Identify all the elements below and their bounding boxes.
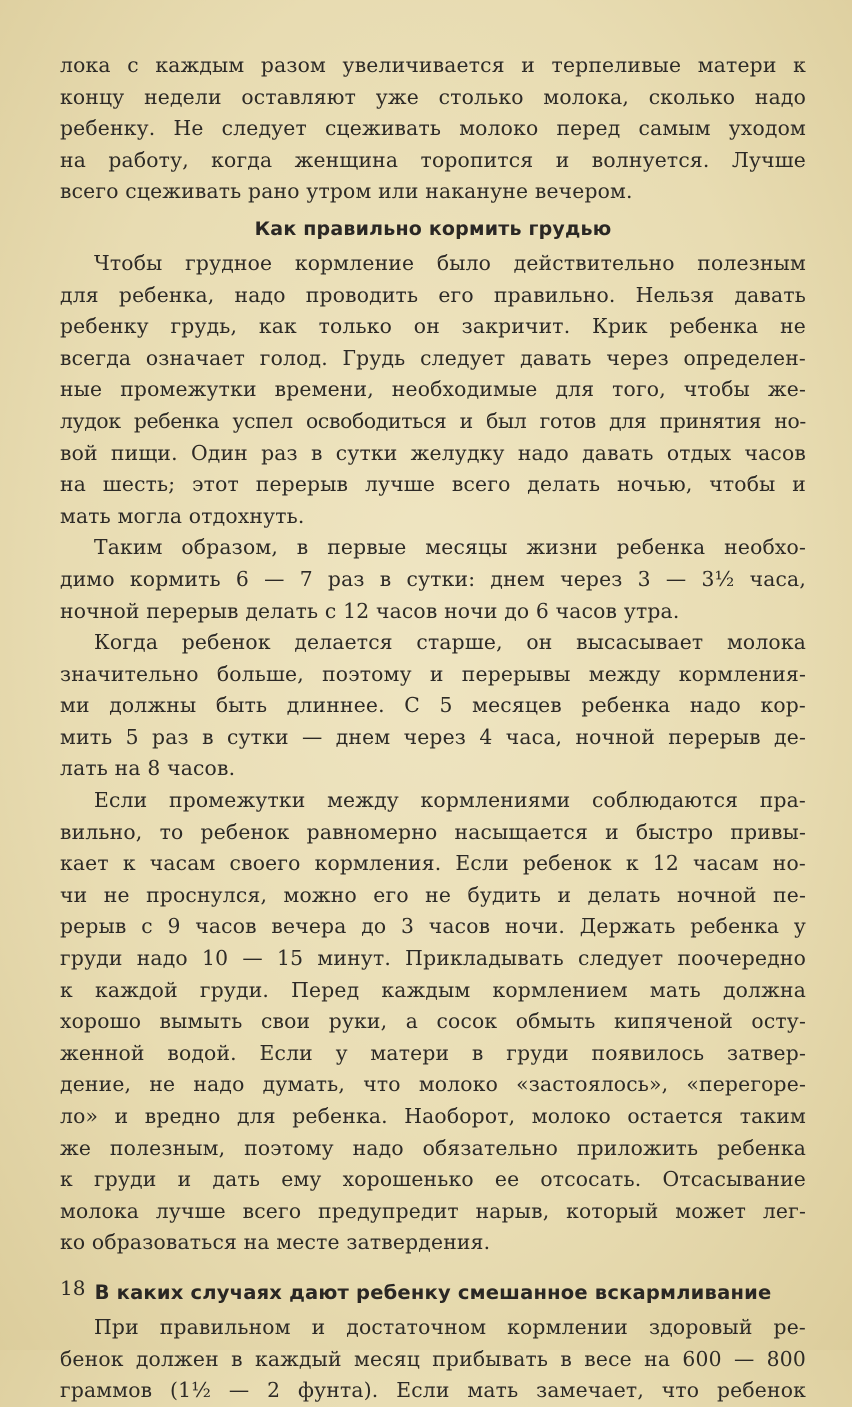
text-line: бенок должен в каждый месяц прибывать в весе на 600 — 800: [60, 1346, 806, 1371]
text-line: лока с каждым разом увеличивается и терпеливые матери к: [60, 53, 806, 77]
text-line: ные промежутки времени, необходимые для того, чтобы же-: [60, 377, 806, 402]
text-line: к груди и дать ему хорошенько ее отсосать. Отсасывание: [60, 1167, 806, 1192]
text-line: ко образоваться на месте затвердения.: [60, 1230, 491, 1255]
text-line: лудок ребенка успел освободиться и был готов для принятия но-: [60, 408, 806, 433]
text-line: рерыв с 9 часов вечера до 3 часов ночи. Держать ребенка у: [60, 914, 806, 939]
text-line: ночной перерыв делать с 12 часов ночи до 6 часов утра.: [60, 598, 680, 623]
text-line: же полезным, поэтому надо обязательно приложить ребенка: [60, 1135, 806, 1160]
text-line: дение, не надо думать, что молоко «застоялось», «перегоре-: [60, 1072, 806, 1097]
section-heading: Как правильно кормить грудью: [254, 217, 612, 240]
text-line: на шесть; этот перерыв лучше всего делать ночью, чтобы и: [60, 472, 806, 497]
paragraph: [60, 248, 806, 532]
text-line: концу недели оставляют уже столько молока, сколько надо: [60, 84, 806, 109]
text-line: чи не проснулся, можно его не будить и делать ночной пе-: [60, 882, 806, 907]
section-heading: В каких случаях дают ребенку смешанное вскармливание: [94, 1280, 772, 1304]
text-line: для ребенка, надо проводить его правильно. Нельзя давать: [60, 282, 806, 307]
page-text: [60, 50, 806, 1407]
text-line: вильно, то ребенок равномерно насыщается и быстро привы-: [60, 819, 806, 844]
page-number: 18: [60, 1276, 86, 1300]
paragraph: [60, 1312, 806, 1407]
paragraph: [60, 627, 806, 785]
text-line: ло» и вредно для ребенка. Наоборот, молоко остается таким: [60, 1104, 806, 1128]
text-line: всего сцеживать рано утром или накануне вечером.: [60, 179, 633, 204]
text-line: кает к часам своего кормления. Если ребенок к 12 часам но-: [60, 851, 806, 876]
text-line: на работу, когда женщина торопится и волнуется. Лучше: [60, 147, 806, 172]
text-line: хорошо вымыть свои руки, а сосок обмыть кипяченой осту-: [60, 1009, 806, 1034]
paragraph-intro: [60, 50, 806, 208]
text-line: граммов (1½ — 2 фунта). Если мать замечает, что ребенок: [60, 1378, 806, 1403]
text-line: димо кормить 6 — 7 раз в сутки: днем через 3 — 3½ часа,: [60, 566, 806, 591]
text-line: При правильном и достаточном кормлении здоровый ре-: [94, 1314, 806, 1339]
text-line: молока лучше всего предупредит нарыв, который может лег-: [60, 1198, 806, 1223]
text-line: значительно больше, поэтому и перерывы между кормления-: [60, 661, 806, 686]
text-line: Когда ребенок делается старше, он высасывает молока: [94, 630, 806, 655]
text-line: ребенку грудь, как только он закричит. Крик ребенка не: [60, 314, 806, 339]
text-line: мать могла отдохнуть.: [60, 503, 305, 528]
text-line: вой пищи. Один раз в сутки желудку надо давать отдых часов: [60, 440, 806, 465]
text-line: груди надо 10 — 15 минут. Прикладывать следует поочередно: [60, 946, 806, 971]
text-line: ми должны быть длиннее. С 5 месяцев ребенка надо кор-: [60, 693, 806, 718]
text-line: Чтобы грудное кормление было действительно полезным: [94, 250, 806, 275]
paragraph: [60, 785, 806, 1259]
text-line: женной водой. Если у матери в груди появилось затвер-: [60, 1040, 806, 1065]
text-line: к каждой груди. Перед каждым кормлением мать должна: [60, 977, 806, 1002]
paragraph: [60, 532, 806, 627]
text-line: ребенку. Не следует сцеживать молоко перед самым уходом: [60, 116, 806, 141]
text-line: всегда означает голод. Грудь следует давать через определен-: [60, 345, 806, 370]
text-line: Таким образом, в первые месяцы жизни ребенка необхо-: [94, 535, 806, 560]
text-line: Если промежутки между кормлениями соблюдаются пра-: [94, 788, 806, 813]
text-line: лать на 8 часов.: [60, 756, 236, 781]
text-line: мить 5 раз в сутки — днем через 4 часа, ночной перерыв де-: [60, 724, 806, 749]
